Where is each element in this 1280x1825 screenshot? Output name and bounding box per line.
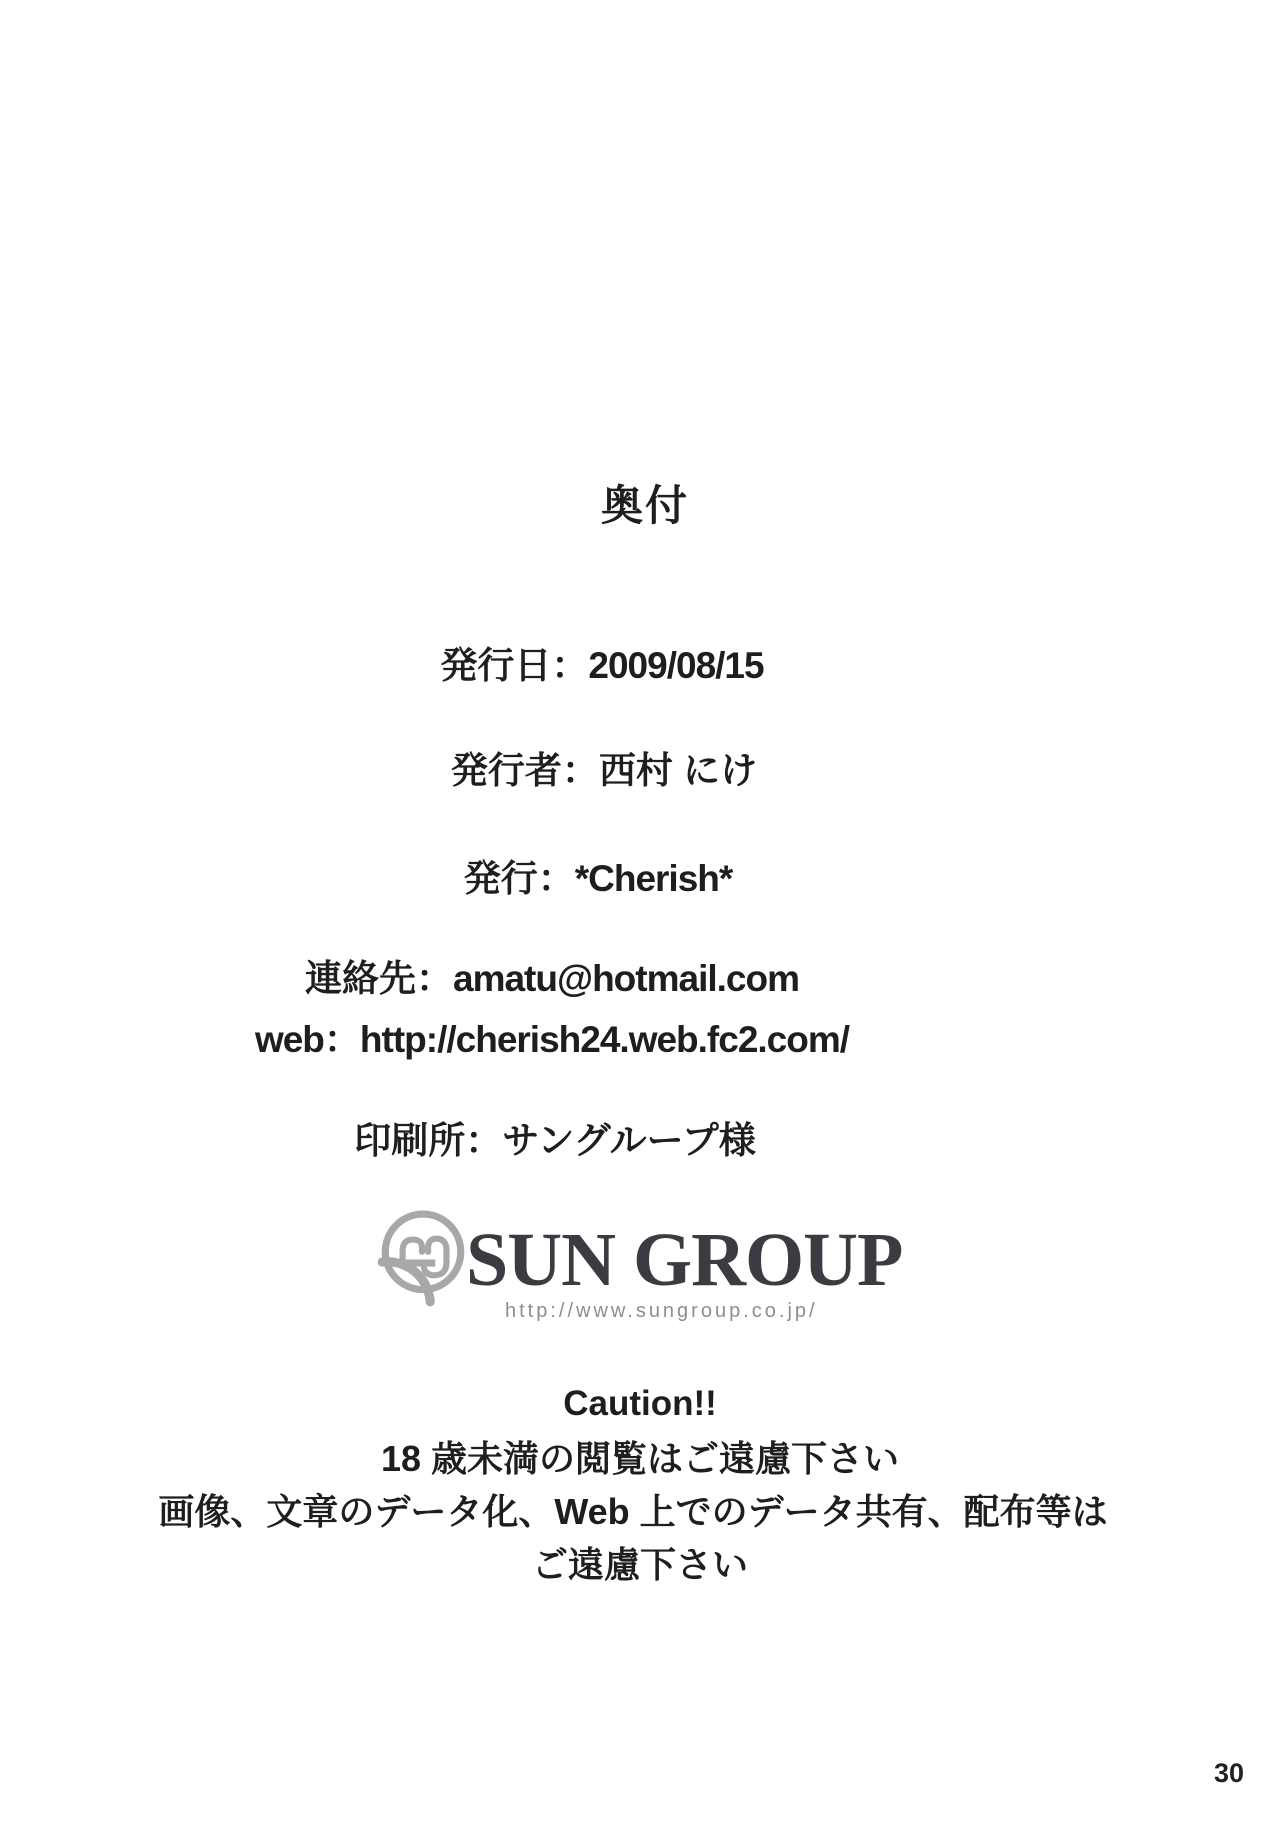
circle-value: *Cherish* bbox=[574, 858, 733, 899]
caution-line-1: 18 歳未満の閲覧はご遠慮下さい bbox=[380, 1438, 900, 1479]
printer-value: サングループ様 bbox=[502, 1120, 756, 1161]
sun-group-monogram-icon bbox=[372, 1204, 474, 1316]
caution-line-2: 画像、文章のデータ化、Web 上でのデータ共有、配布等は bbox=[158, 1491, 1108, 1532]
web-line bbox=[255, 1021, 849, 1058]
contact-label: 連絡先： bbox=[305, 958, 454, 999]
page-number: 30 bbox=[1214, 1758, 1245, 1788]
circle-label: 発行： bbox=[463, 858, 575, 899]
contact-line bbox=[305, 960, 799, 997]
caution-heading: Caution!! bbox=[563, 1384, 717, 1423]
publisher-line bbox=[451, 752, 757, 789]
publish-date-value: 2009/08/15 bbox=[588, 645, 764, 686]
web-label: web： bbox=[254, 1019, 360, 1060]
printer-label: 印刷所： bbox=[354, 1120, 503, 1161]
sun-group-url: http://www.sungroup.co.jp/ bbox=[505, 1300, 818, 1322]
caution-line-3: ご遠慮下さい bbox=[531, 1544, 749, 1585]
publish-date-line bbox=[440, 647, 763, 684]
publisher-label: 発行者： bbox=[450, 750, 599, 791]
printer-line bbox=[354, 1122, 755, 1159]
publish-date-label: 発行日： bbox=[440, 645, 589, 686]
web-url-value: http://cherish24.web.fc2.com/ bbox=[359, 1019, 850, 1060]
sun-group-logo bbox=[372, 1200, 912, 1340]
page-title: 奥付 bbox=[600, 482, 690, 529]
contact-email-value: amatu@hotmail.com bbox=[453, 958, 799, 999]
circle-line bbox=[464, 860, 733, 897]
sun-group-wordmark: SUN GROUP bbox=[466, 1218, 903, 1302]
publisher-value: 西村 にけ bbox=[598, 750, 758, 791]
